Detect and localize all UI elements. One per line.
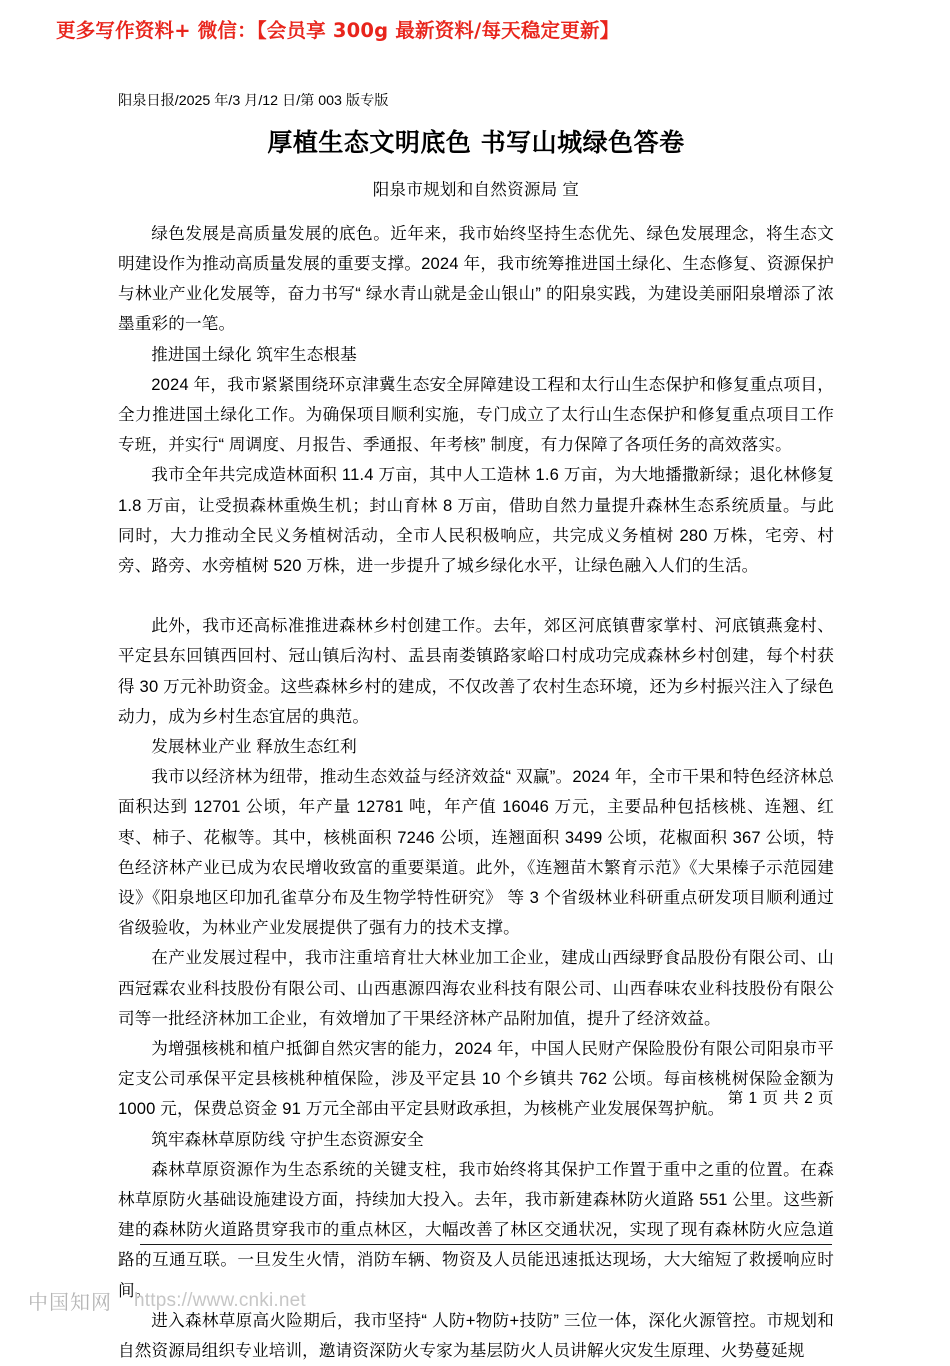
promo-banner-text: 更多写作资料+ 微信：【会员享 300g 最新资料/每天稳定更新】	[56, 19, 620, 42]
article-byline: 阳泉市规划和自然资源局 宣	[372, 180, 580, 199]
page-number-footer: 第 1 页 共 2 页	[727, 1090, 834, 1107]
paragraph-s2-p2: 在产业发展过程中，我市注重培育壮大林业加工企业，建成山西绿野食品股份有限公司、山西冠霖农业科技股份有限公司、山西惠源四海农业科技有限公司、山西春味农业科技股份有限公司等一批经济林加工企业，有效增加了干果经济林产品附加值，提升了经济效益。	[118, 948, 834, 1028]
paragraph-s3-p2: 进入森林草原高火险期后，我市坚持“ 人防+物防+技防” 三位一体，深化火源管控。市规划和自然资源局组织专业培训，邀请资深防火专家为基层防火人员讲解火灾发生原理、火势蔓延规	[118, 1310, 834, 1361]
paragraph-s2-p3: 为增强核桃和植户抵御自然灾害的能力，2024 年，中国人民财产保险股份有限公司阳泉市平定支公司承保平定县核桃种植保险，涉及平定县 10 个乡镇共 762 公顷。每亩核桃树保险金额为 1000 元，保费总资金 91 万元全部由平定县财政承担，为核桃产业发展保驾护航。	[118, 1039, 834, 1119]
section-heading-2: 发展林业产业 释放生态红利	[151, 737, 357, 756]
section-heading-1: 推进国土绿化 筑牢生态根基	[151, 344, 357, 364]
document-body	[118, 90, 834, 1366]
cnki-url-label: https://www.cnki.net	[134, 1289, 306, 1311]
paragraph-s3-p1: 森林草原资源作为生态系统的关键支柱，我市始终将其保护工作置于重中之重的位置。在森林草原防火基础设施建设方面，持续加大投入。去年，我市新建森林防火道路 551 公里。这些新建的森林防火道路贯穿我市的重点林区，大幅改善了林区交通状况，实现了现有森林防火应急道路的互通互联。一旦发生火情，消防车辆、物资及人员能迅速抵达现场，大大缩短了救援响应时间。	[118, 1159, 834, 1300]
article-content	[118, 219, 834, 1366]
paragraph-s1-p3: 此外，我市还高标准推进森林乡村创建工作。去年，郊区河底镇曹家掌村、河底镇燕龛村、平定县东回镇西回村、冠山镇后沟村、盂县南娄镇路家峪口村成功完成森林乡村创建，每个村获得 30 万元补助资金。这些森林乡村的建成，不仅改善了农村生态环境，还为乡村振兴注入了绿色动力，成为乡村生态宜居的典范。	[118, 616, 834, 726]
paragraph-s1-p2: 我市全年共完成造林面积 11.4 万亩，其中人工造林 1.6 万亩，为大地播撒新绿；退化林修复 1.8 万亩，让受损森林重焕生机；封山育林 8 万亩，借助自然力量提升森林生态系统质量。与此同时，大力推动全民义务植树活动，全市人民积极响应，共完成义务植树 280 万株，宅旁、村旁、路旁、水旁植树 520 万株，进一步提升了城乡绿化水平，让绿色融入人们的生活。	[118, 465, 834, 575]
section-heading-3: 筑牢森林草原防线 守护生态资源安全	[151, 1129, 424, 1149]
article-title: 厚植生态文明底色 书写山城绿色答卷	[267, 128, 685, 157]
cnki-brand-label: 中国知网	[28, 1290, 112, 1314]
paragraph-s2-p1: 我市以经济林为纽带，推动生态效益与经济效益“ 双赢”。2024 年，全市干果和特色经济林总面积达到 12701 公顷，年产量 12781 吨，年产值 16046 万元，主要品种包括核桃、连翘、红枣、柿子、花椒等。其中，核桃面积 7246 公顷，连翘面积 3499 公顷，花椒面积 367 公顷，特色经济林产业已成为农民增收致富的重要渠道。此外，《连翘苗木繁育示范》《大果榛子示范园建设》《阳泉地区印加孔雀草分布及生物学特性研究》 等 3 个省级林业科研重点研发项目顺利通过省级验收，为林业产业发展提供了强有力的技术支撑。	[118, 767, 834, 938]
footer-divider	[140, 1244, 832, 1245]
cnki-watermark	[28, 1286, 306, 1315]
publication-source-line: 阳泉日报/2025 年/3 月/12 日/第 003 版专版	[118, 93, 389, 109]
paragraph-s1-p1: 2024 年，我市紧紧围绕环京津冀生态安全屏障建设工程和太行山生态保护和修复重点项目，全力推进国土绿化工作。为确保项目顺利实施，专门成立了太行山生态保护和修复重点项目工作专班，并实行“ 周调度、月报告、季通报、年考核” 制度，有力保障了各项任务的高效落实。	[118, 374, 834, 455]
paragraph-intro: 绿色发展是高质量发展的底色。近年来，我市始终坚持生态优先、绿色发展理念，将生态文明建设作为推动高质量发展的重要支撑。2024 年，我市统筹推进国土绿化、生态修复、资源保护与林业产业化发展等，奋力书写“ 绿水青山就是金山银山” 的阳泉实践，为建设美丽阳泉增添了浓墨重彩的一笔。	[118, 223, 834, 334]
